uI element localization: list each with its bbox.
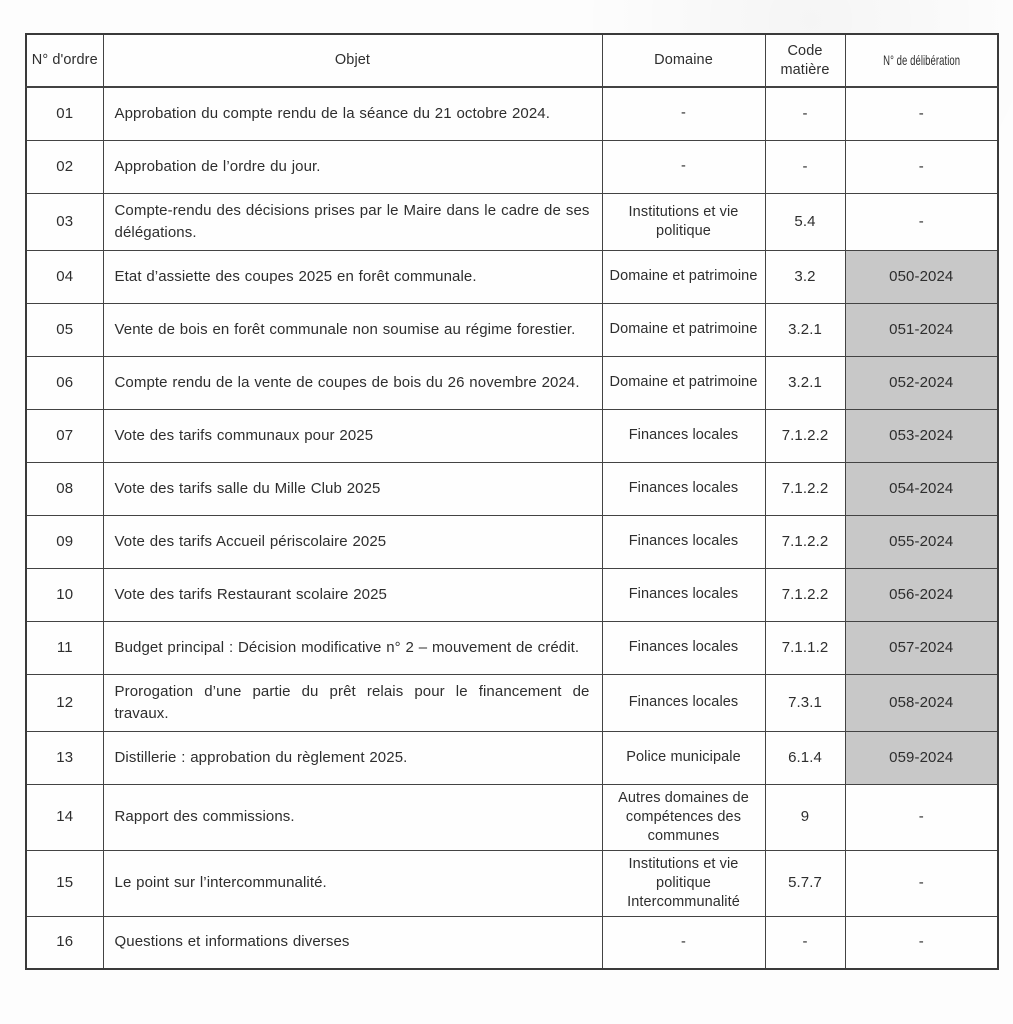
code-matiere-cell: - <box>765 140 845 193</box>
domaine-cell: - <box>602 87 765 140</box>
objet-cell: Etat d’assiette des coupes 2025 en forêt communale. <box>103 250 602 303</box>
deliberation-number-cell: 052-2024 <box>845 356 998 409</box>
objet-cell: Vote des tarifs Restaurant scolaire 2025 <box>103 568 602 621</box>
objet-cell: Vote des tarifs Accueil périscolaire 2025 <box>103 515 602 568</box>
code-matiere-cell: 3.2.1 <box>765 356 845 409</box>
table-row <box>26 250 998 303</box>
domaine-cell: Finances locales <box>602 462 765 515</box>
table-row <box>26 916 998 969</box>
order-number-cell: 10 <box>26 568 103 621</box>
objet-cell: Compte rendu de la vente de coupes de bois du 26 novembre 2024. <box>103 356 602 409</box>
code-matiere-cell: 7.1.2.2 <box>765 568 845 621</box>
table-row <box>26 784 998 850</box>
domaine-cell: Domaine et patrimoine <box>602 250 765 303</box>
order-number-cell: 09 <box>26 515 103 568</box>
deliberation-number-cell: 050-2024 <box>845 250 998 303</box>
code-matiere-cell: 7.1.1.2 <box>765 621 845 674</box>
header-domaine: Domaine <box>602 34 765 87</box>
code-matiere-cell: 7.1.2.2 <box>765 409 845 462</box>
objet-cell: Approbation du compte rendu de la séance du 21 octobre 2024. <box>103 87 602 140</box>
table-row <box>26 193 998 250</box>
table-row <box>26 850 998 916</box>
deliberation-number-cell: - <box>845 87 998 140</box>
code-matiere-cell: 5.4 <box>765 193 845 250</box>
objet-cell: Vote des tarifs communaux pour 2025 <box>103 409 602 462</box>
objet-cell: Compte-rendu des décisions prises par le Maire dans le cadre de ses délégations. <box>103 193 602 250</box>
code-matiere-cell: - <box>765 916 845 969</box>
domaine-cell: - <box>602 916 765 969</box>
table-row <box>26 87 998 140</box>
code-matiere-cell: 5.7.7 <box>765 850 845 916</box>
header-objet: Objet <box>103 34 602 87</box>
header-deliberation-label: N° de délibération <box>882 51 960 68</box>
table-row <box>26 515 998 568</box>
domaine-cell: Finances locales <box>602 568 765 621</box>
objet-cell: Rapport des commissions. <box>103 784 602 850</box>
order-number-cell: 02 <box>26 140 103 193</box>
objet-cell: Distillerie : approbation du règlement 2025. <box>103 731 602 784</box>
deliberation-number-cell: - <box>845 784 998 850</box>
order-number-cell: 05 <box>26 303 103 356</box>
objet-cell: Budget principal : Décision modificative n° 2 – mouvement de crédit. <box>103 621 602 674</box>
deliberation-number-cell: 057-2024 <box>845 621 998 674</box>
code-matiere-cell: 6.1.4 <box>765 731 845 784</box>
domaine-cell: - <box>602 140 765 193</box>
domaine-cell: Domaine et patrimoine <box>602 356 765 409</box>
objet-cell: Vote des tarifs salle du Mille Club 2025 <box>103 462 602 515</box>
table-row <box>26 731 998 784</box>
deliberation-number-cell: 059-2024 <box>845 731 998 784</box>
domaine-cell: Domaine et patrimoine <box>602 303 765 356</box>
table-header <box>26 34 998 87</box>
objet-cell: Approbation de l’ordre du jour. <box>103 140 602 193</box>
domaine-cell: Institutions et vie politique Intercommunalité <box>602 850 765 916</box>
code-matiere-cell: - <box>765 87 845 140</box>
domaine-cell: Finances locales <box>602 409 765 462</box>
deliberation-number-cell: 055-2024 <box>845 515 998 568</box>
domaine-cell: Finances locales <box>602 674 765 731</box>
deliberation-number-cell: 051-2024 <box>845 303 998 356</box>
order-number-cell: 08 <box>26 462 103 515</box>
order-number-cell: 01 <box>26 87 103 140</box>
agenda-table <box>25 33 999 970</box>
code-matiere-cell: 3.2 <box>765 250 845 303</box>
objet-cell: Le point sur l’intercommunalité. <box>103 850 602 916</box>
table-row <box>26 356 998 409</box>
domaine-cell: Institutions et vie politique <box>602 193 765 250</box>
order-number-cell: 04 <box>26 250 103 303</box>
order-number-cell: 07 <box>26 409 103 462</box>
order-number-cell: 12 <box>26 674 103 731</box>
code-matiere-cell: 7.3.1 <box>765 674 845 731</box>
header-code-matiere: Code matière <box>765 34 845 87</box>
code-matiere-cell: 9 <box>765 784 845 850</box>
deliberation-number-cell: 058-2024 <box>845 674 998 731</box>
domaine-cell: Autres domaines de compétences des communes <box>602 784 765 850</box>
table-body <box>26 87 998 969</box>
deliberation-number-cell: 056-2024 <box>845 568 998 621</box>
code-matiere-cell: 7.1.2.2 <box>765 515 845 568</box>
deliberation-number-cell: - <box>845 916 998 969</box>
domaine-cell: Finances locales <box>602 515 765 568</box>
deliberation-number-cell: 053-2024 <box>845 409 998 462</box>
deliberation-number-cell: - <box>845 140 998 193</box>
table-row <box>26 621 998 674</box>
domaine-cell: Finances locales <box>602 621 765 674</box>
table-row <box>26 140 998 193</box>
table-row <box>26 409 998 462</box>
header-deliberation <box>845 34 998 87</box>
deliberation-number-cell: 054-2024 <box>845 462 998 515</box>
order-number-cell: 06 <box>26 356 103 409</box>
table-row <box>26 568 998 621</box>
order-number-cell: 13 <box>26 731 103 784</box>
table-row <box>26 462 998 515</box>
objet-cell: Questions et informations diverses <box>103 916 602 969</box>
order-number-cell: 15 <box>26 850 103 916</box>
order-number-cell: 16 <box>26 916 103 969</box>
deliberation-number-cell: - <box>845 850 998 916</box>
code-matiere-cell: 3.2.1 <box>765 303 845 356</box>
table-row <box>26 674 998 731</box>
order-number-cell: 14 <box>26 784 103 850</box>
order-number-cell: 11 <box>26 621 103 674</box>
code-matiere-cell: 7.1.2.2 <box>765 462 845 515</box>
header-order: N° d'ordre <box>26 34 103 87</box>
deliberation-number-cell: - <box>845 193 998 250</box>
header-row <box>26 34 998 87</box>
order-number-cell: 03 <box>26 193 103 250</box>
domaine-cell: Police municipale <box>602 731 765 784</box>
objet-cell: Prorogation d’une partie du prêt relais pour le financement de travaux. <box>103 674 602 731</box>
objet-cell: Vente de bois en forêt communale non soumise au régime forestier. <box>103 303 602 356</box>
table-row <box>26 303 998 356</box>
